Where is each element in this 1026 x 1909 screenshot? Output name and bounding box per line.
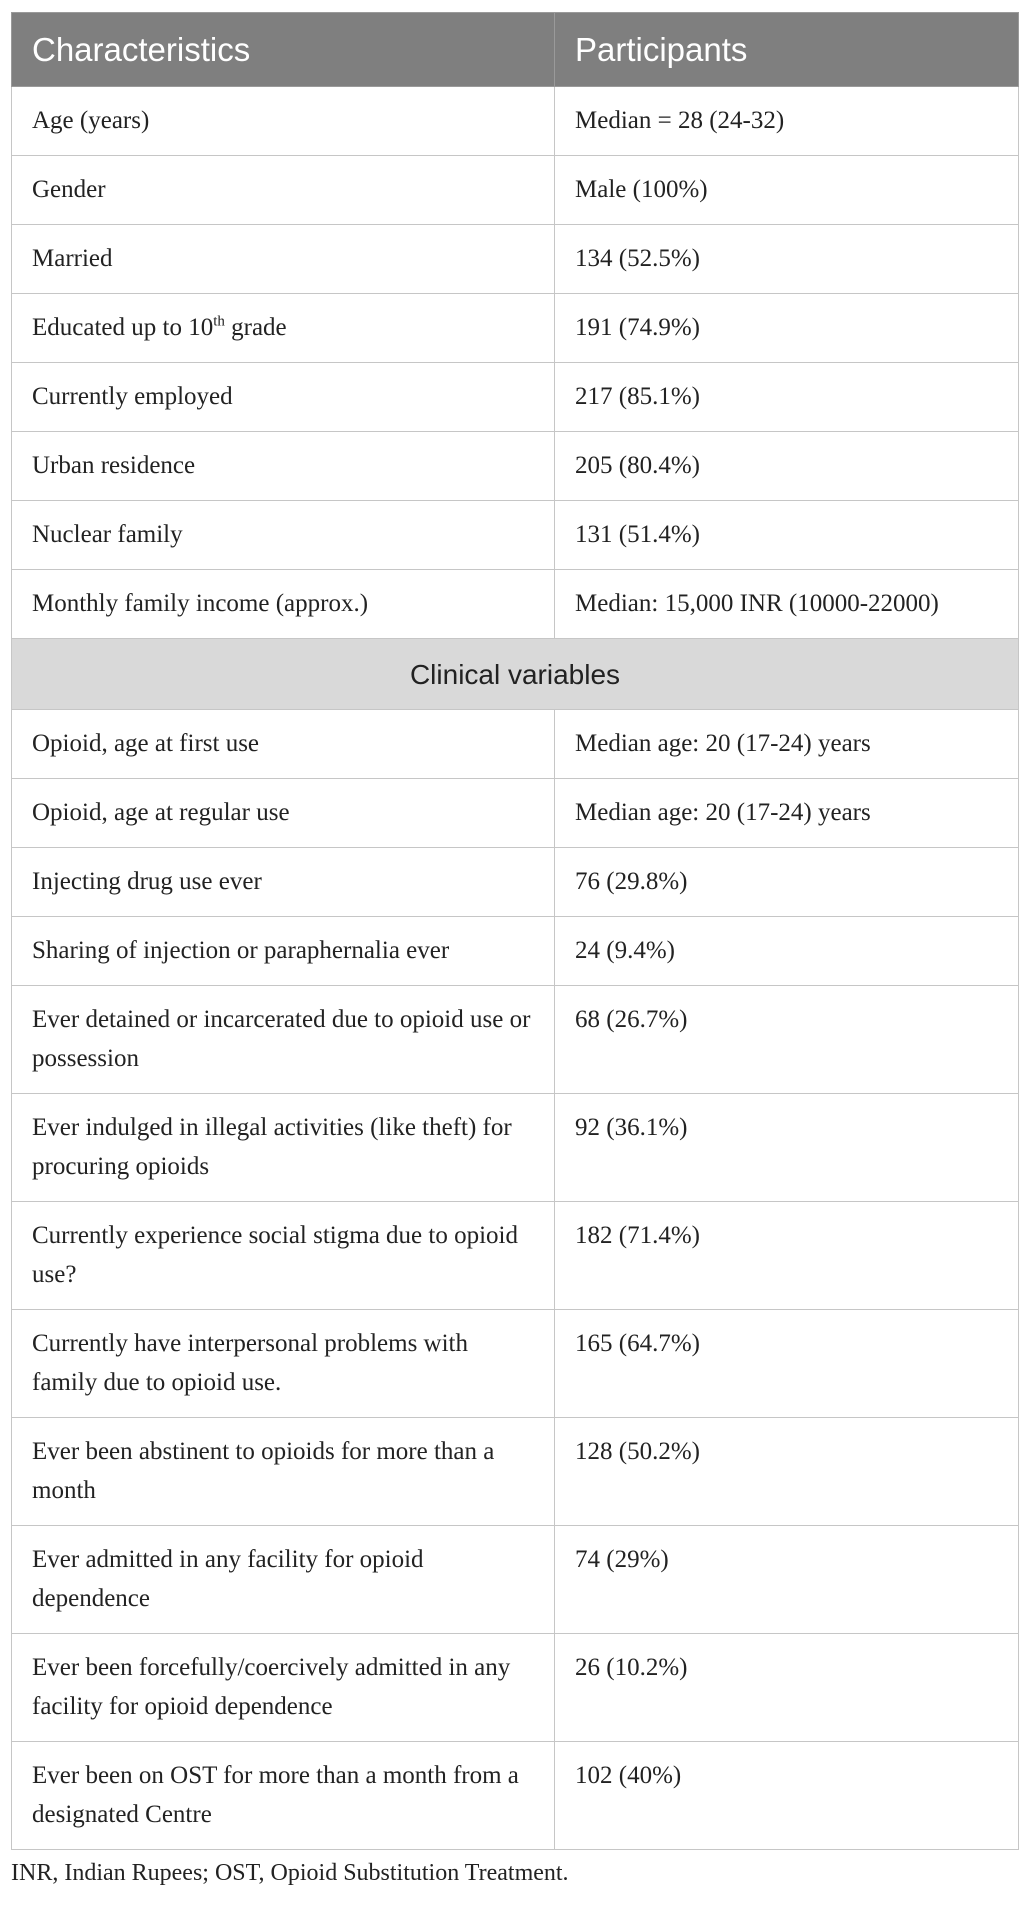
table-row xyxy=(12,1310,1019,1418)
section-title-clinical-variables: Clinical variables xyxy=(12,639,1019,710)
table-header-row xyxy=(12,13,1019,87)
row-value: 102 (40%) xyxy=(555,1742,1019,1850)
table-row xyxy=(12,848,1019,917)
row-value: Median age: 20 (17-24) years xyxy=(555,779,1019,848)
table-row xyxy=(12,779,1019,848)
row-label: Opioid, age at regular use xyxy=(12,779,555,848)
row-value: 68 (26.7%) xyxy=(555,986,1019,1094)
table-row xyxy=(12,1418,1019,1526)
row-value: 165 (64.7%) xyxy=(555,1310,1019,1418)
row-value: 134 (52.5%) xyxy=(555,225,1019,294)
table-row xyxy=(12,917,1019,986)
row-value: 92 (36.1%) xyxy=(555,1094,1019,1202)
row-label: Gender xyxy=(12,156,555,225)
table-row xyxy=(12,432,1019,501)
row-label: Monthly family income (approx.) xyxy=(12,570,555,639)
row-label: Nuclear family xyxy=(12,501,555,570)
row-label: Currently experience social stigma due to opioid use? xyxy=(12,1202,555,1310)
row-label: Ever indulged in illegal activities (like theft) for procuring opioids xyxy=(12,1094,555,1202)
row-value: 131 (51.4%) xyxy=(555,501,1019,570)
row-label: Urban residence xyxy=(12,432,555,501)
header-participants: Participants xyxy=(555,13,1019,87)
row-label: Sharing of injection or paraphernalia ever xyxy=(12,917,555,986)
table-row xyxy=(12,710,1019,779)
row-label: Injecting drug use ever xyxy=(12,848,555,917)
row-value: Median age: 20 (17-24) years xyxy=(555,710,1019,779)
row-value: 217 (85.1%) xyxy=(555,363,1019,432)
row-value: Median = 28 (24-32) xyxy=(555,87,1019,156)
row-label: Ever been on OST for more than a month from a designated Centre xyxy=(12,1742,555,1850)
row-label: Married xyxy=(12,225,555,294)
table-row xyxy=(12,501,1019,570)
label-text: Educated up to 10 xyxy=(32,314,214,341)
row-value: 128 (50.2%) xyxy=(555,1418,1019,1526)
table-row xyxy=(12,156,1019,225)
row-value: 182 (71.4%) xyxy=(555,1202,1019,1310)
table-row xyxy=(12,1742,1019,1850)
row-label xyxy=(12,294,555,363)
table-row xyxy=(12,1634,1019,1742)
table-row xyxy=(12,1202,1019,1310)
row-label: Ever admitted in any facility for opioid dependence xyxy=(12,1526,555,1634)
table-row xyxy=(12,986,1019,1094)
table-row xyxy=(12,225,1019,294)
table-row xyxy=(12,570,1019,639)
row-label: Currently have interpersonal problems with family due to opioid use. xyxy=(12,1310,555,1418)
table-row xyxy=(12,1526,1019,1634)
row-value: Median: 15,000 INR (10000-22000) xyxy=(555,570,1019,639)
row-value: Male (100%) xyxy=(555,156,1019,225)
table-row xyxy=(12,87,1019,156)
section-row xyxy=(12,639,1019,710)
table-row xyxy=(12,294,1019,363)
characteristics-table xyxy=(11,12,1019,1850)
row-value: 74 (29%) xyxy=(555,1526,1019,1634)
row-label: Ever been forcefully/coercively admitted in any facility for opioid dependence xyxy=(12,1634,555,1742)
row-value: 26 (10.2%) xyxy=(555,1634,1019,1742)
row-label: Ever been abstinent to opioids for more than a month xyxy=(12,1418,555,1526)
row-label: Age (years) xyxy=(12,87,555,156)
table-row xyxy=(12,363,1019,432)
row-label: Ever detained or incarcerated due to opioid use or possession xyxy=(12,986,555,1094)
row-value: 191 (74.9%) xyxy=(555,294,1019,363)
row-label: Currently employed xyxy=(12,363,555,432)
table-row xyxy=(12,1094,1019,1202)
label-superscript: th xyxy=(213,313,225,330)
table-footnote: INR, Indian Rupees; OST, Opioid Substitution Treatment. xyxy=(11,1860,569,1886)
row-value: 24 (9.4%) xyxy=(555,917,1019,986)
row-value: 205 (80.4%) xyxy=(555,432,1019,501)
header-characteristics: Characteristics xyxy=(12,13,555,87)
row-value: 76 (29.8%) xyxy=(555,848,1019,917)
row-label: Opioid, age at first use xyxy=(12,710,555,779)
label-text-tail: grade xyxy=(224,314,287,341)
